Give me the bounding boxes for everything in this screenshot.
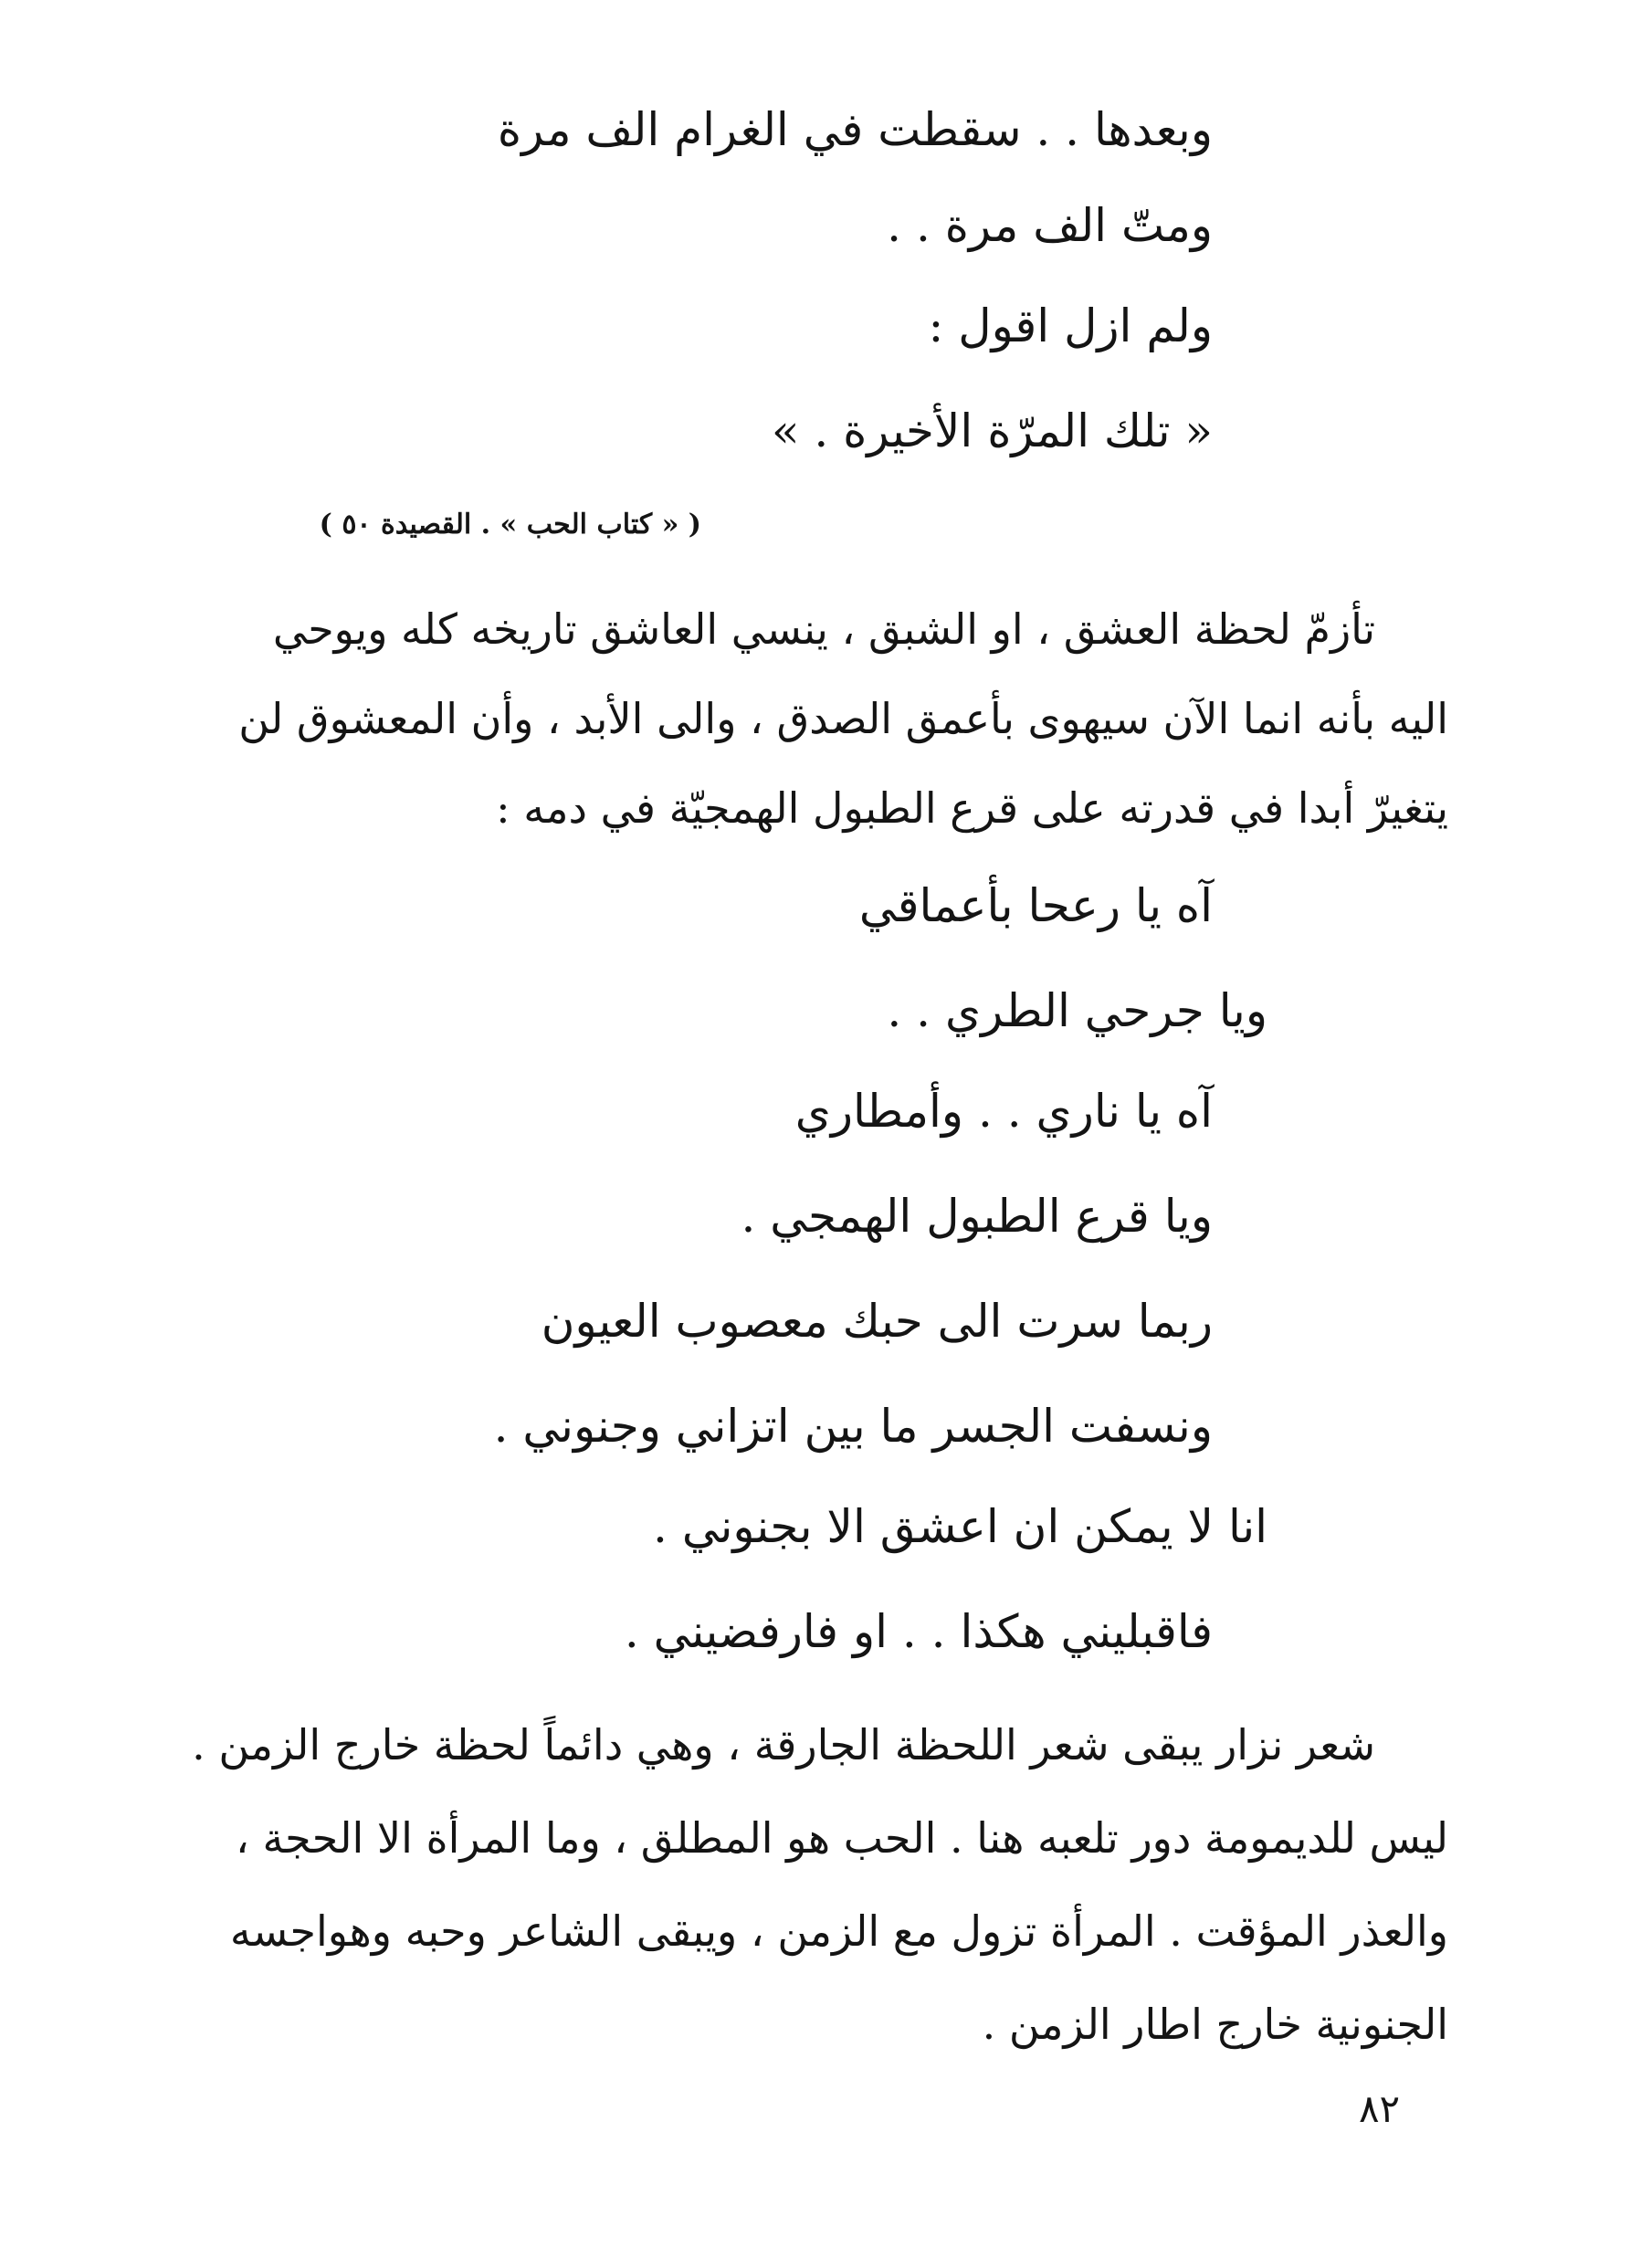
poem1-line-3: ولم ازل اقول : <box>928 299 1213 352</box>
paragraph-1-line-3: يتغيرّ أبدا في قدرته على قرع الطبول الهمجيّة في دمه : <box>496 783 1448 833</box>
page-number: ٨٢ <box>1359 2086 1401 2131</box>
poem2-line-2: ويا جرحي الطري . . <box>887 984 1267 1037</box>
paragraph-1 <box>206 584 1448 853</box>
poem2-line-1: آه يا رعحا بأعماقي <box>858 879 1213 932</box>
paragraph-2 <box>192 1698 1448 2071</box>
paragraph-2-line-3: والعذر المؤقت . المرأة تزول مع الزمن ، ويبقى الشاعر وحبه وهواجسه <box>229 1906 1448 1956</box>
poem2-line-5: ربما سرت الى حبك معصوب العيون <box>541 1295 1213 1348</box>
poem1-citation: ( « كتاب الحب » . القصيدة ٥٠ ) <box>319 509 701 541</box>
poem2-line-4: ويا قرع الطبول الهمجي . <box>741 1190 1213 1243</box>
paragraph-2-line-1: شعر نزار يبقى شعر اللحظة الجارقة ، وهي دائماً لحظة خارج الزمن . <box>192 1720 1375 1769</box>
poem2-line-6: ونسفت الجسر ما بين اتزاني وجنوني . <box>493 1400 1213 1453</box>
poem1-line-4: « تلك المرّة الأخيرة . » <box>771 404 1213 457</box>
paragraph-2-line-2: ليس للديمومة دور تلعبه هنا . الحب هو المطلق ، وما المرأة الا الحجة ، <box>235 1813 1448 1863</box>
poem1-line-1: وبعدها . . سقطت في الغرام الف مرة <box>497 103 1213 156</box>
poem2-line-7: انا لا يمكن ان اعشق الا بجنوني . <box>653 1500 1267 1553</box>
poem2-line-8: فاقبليني هكذا . . او فارفضيني . <box>624 1605 1213 1658</box>
poem1-line-2: ومتّ الف مرة . . <box>887 199 1213 252</box>
paragraph-2-line-4: الجنونية خارج اطار الزمن . <box>982 2000 1448 2049</box>
paragraph-1-line-2: اليه بأنه انما الآن سيهوى بأعمق الصدق ، والى الأبد ، وأن المعشوق لن <box>238 694 1448 743</box>
paragraph-1-line-1: تأزمّ لحظة العشق ، او الشبق ، ينسي العاشق تاريخه كله ويوحي <box>272 604 1375 654</box>
poem2-line-3: آه يا ناري . . وأمطاري <box>794 1085 1213 1138</box>
